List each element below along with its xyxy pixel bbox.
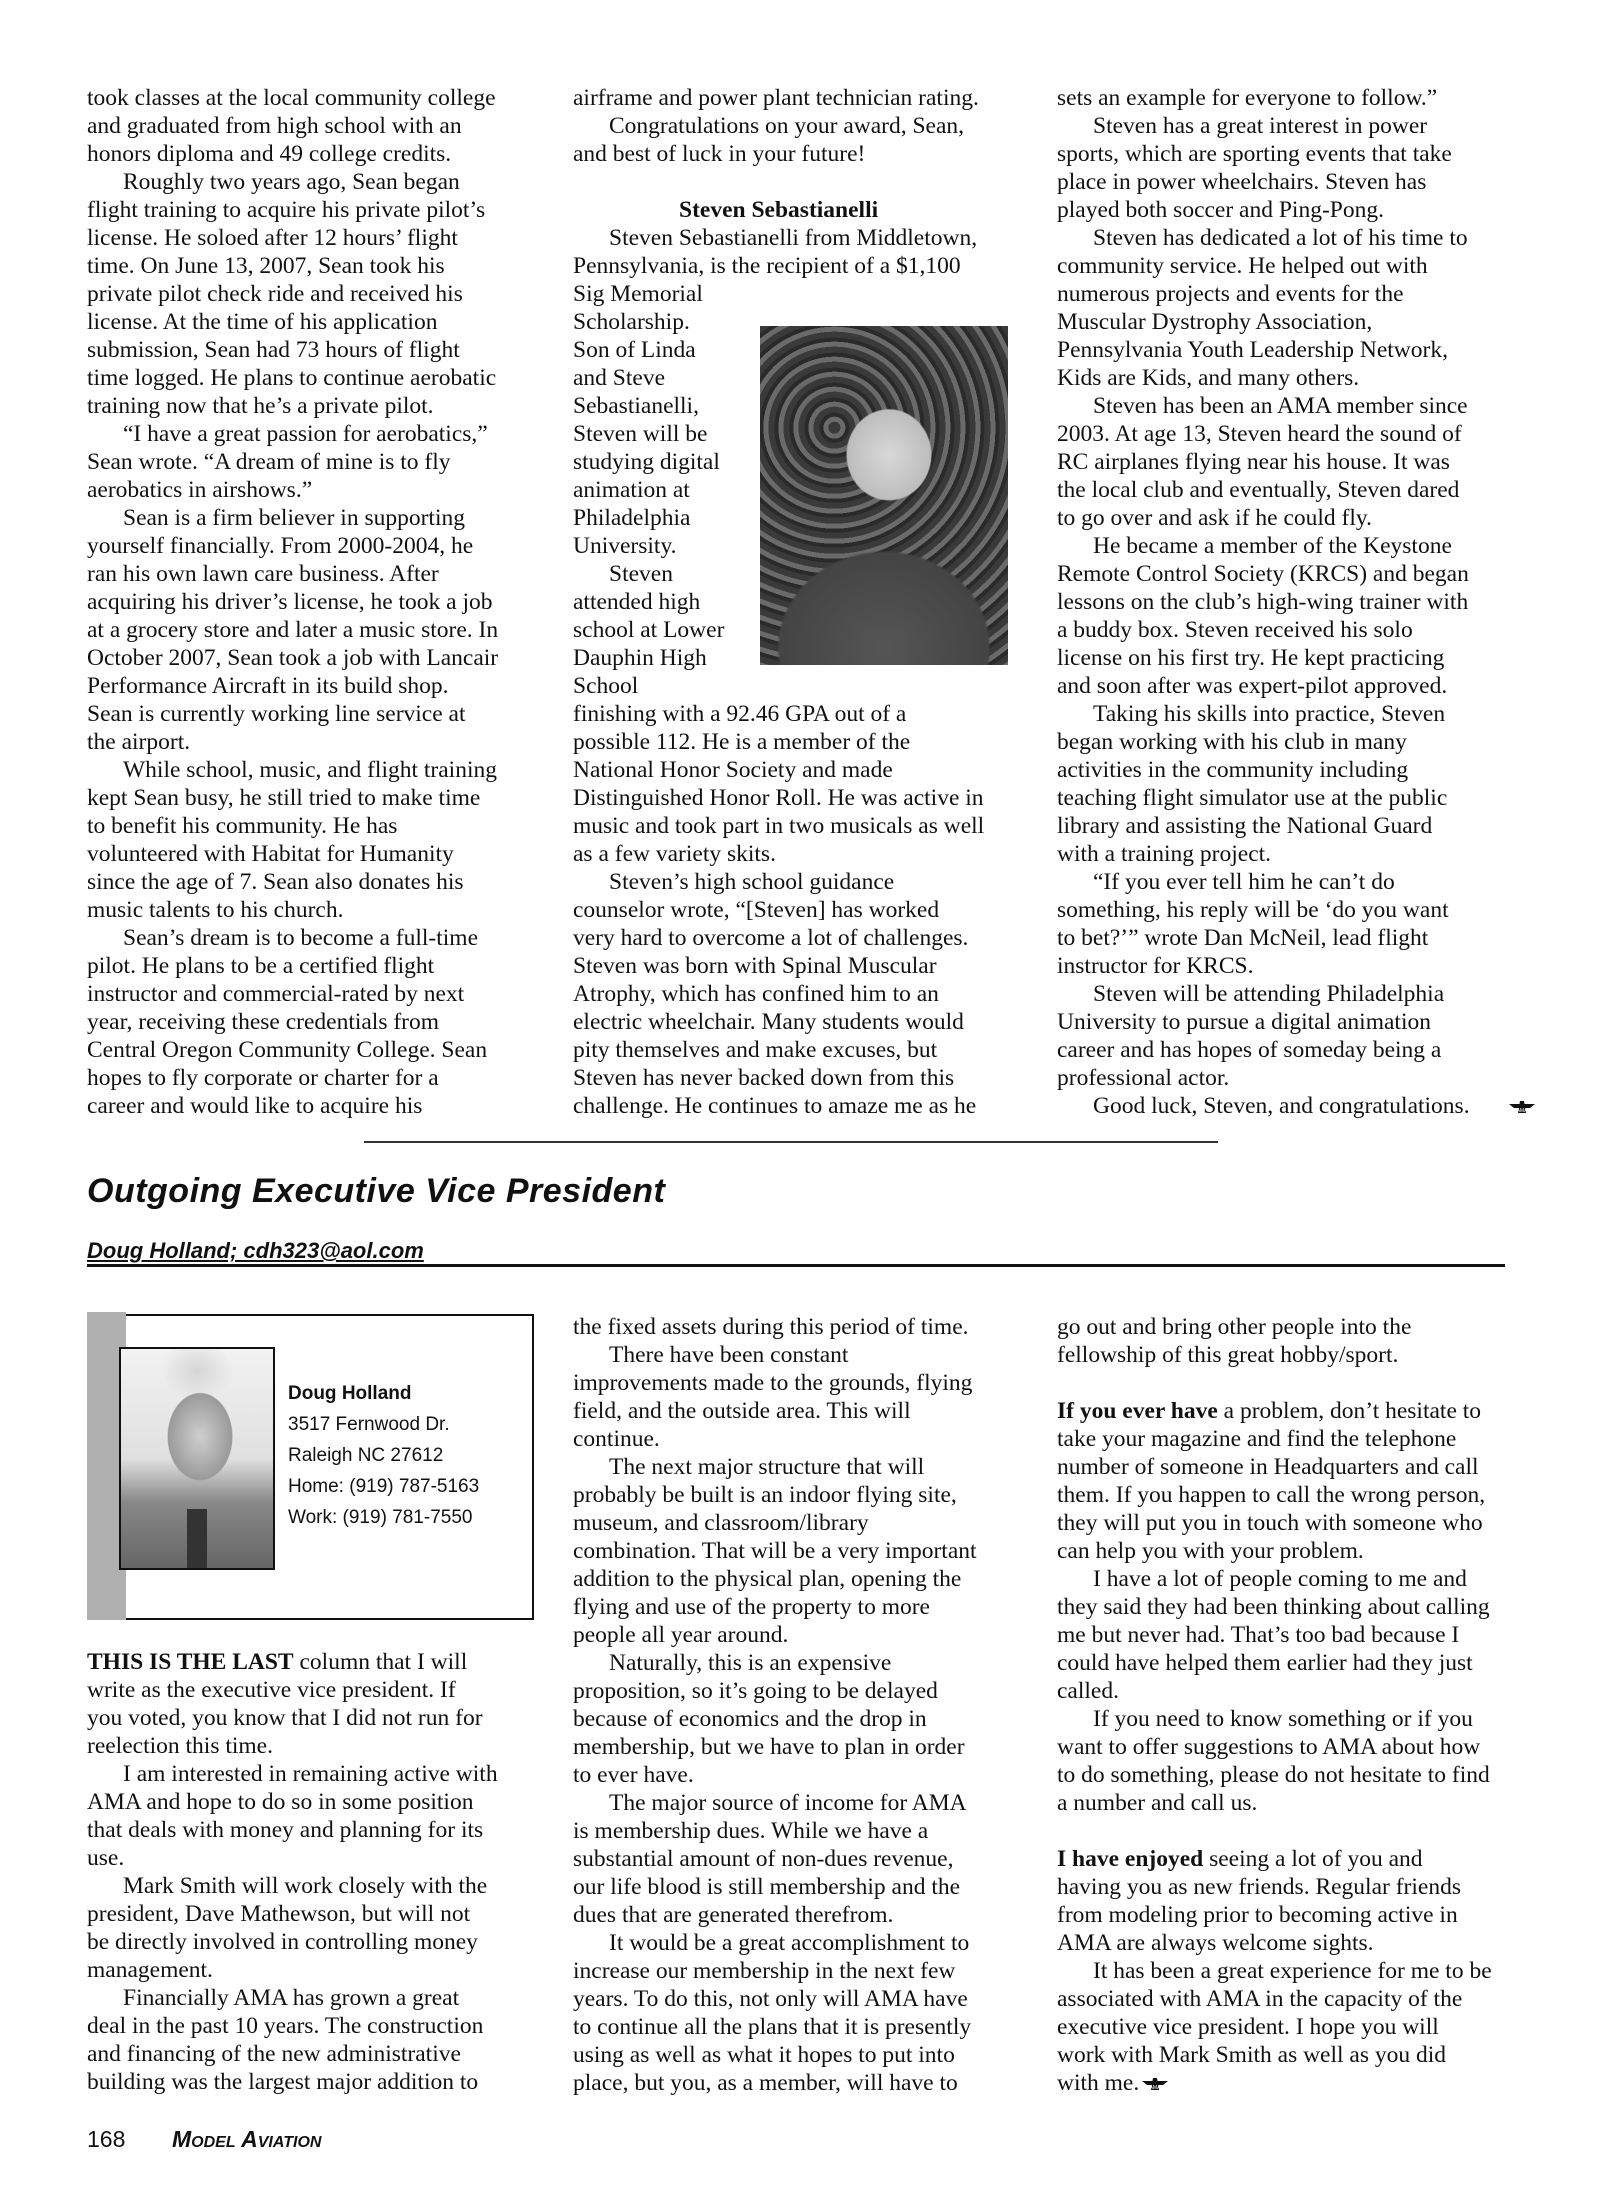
text-line: ran his own lawn care business. After: [87, 561, 439, 587]
line-text: Good luck, Steven, and congratulations.: [1093, 1093, 1470, 1119]
text-line: honors diploma and 49 college credits.: [87, 141, 452, 167]
line-text: Sean’s dream is to become a full-time: [123, 925, 479, 951]
text-line: time. On June 13, 2007, Sean took his: [87, 253, 445, 279]
text-line: license. He soloed after 12 hours’ flight: [87, 225, 458, 251]
text-line: 2003. At age 13, Steven heard the sound of: [1057, 421, 1462, 447]
svg-text:AMA: AMA: [1149, 2085, 1161, 2091]
text-line: airframe and power plant technician rating.: [573, 85, 979, 111]
text-line: and soon after was expert-pilot approved.: [1057, 673, 1448, 699]
text-line: [573, 1453, 977, 1481]
text-line: [1057, 112, 1500, 140]
text-line: to bet?’” wrote Dan McNeil, lead flight: [1057, 925, 1429, 951]
text-line: and best of luck in your future!: [573, 141, 866, 167]
text-line: from modeling prior to becoming active in: [1057, 1902, 1458, 1928]
text-line: membership, but we have to plan in order: [573, 1734, 965, 1760]
contact-home-phone: Home: (919) 787-5163: [288, 1476, 480, 1497]
text-line: Sig Memorial: [573, 281, 703, 307]
line-text: “If you ever tell him he can’t do: [1093, 869, 1395, 895]
text-line: to ever have.: [573, 1762, 694, 1788]
text-line: [1057, 392, 1500, 420]
text-line: because of economics and the drop in: [573, 1706, 927, 1732]
line-text: It has been a great experience for me to be: [1093, 1958, 1492, 1984]
line-text: While school, music, and flight training: [123, 757, 497, 783]
bottom-column-1: [87, 1648, 498, 2096]
line-text: The next major structure that will: [609, 1454, 925, 1480]
text-line: Steven has never backed down from this: [573, 1065, 955, 1091]
text-line: sets an example for everyone to follow.”: [1057, 85, 1438, 111]
text-line: executive vice president. I hope you will: [1057, 2014, 1439, 2040]
text-line: began working with his club in many: [1057, 729, 1407, 755]
text-line: October 2007, Sean took a job with Lancair: [87, 645, 499, 671]
text-line: and Steve: [573, 365, 666, 391]
text-line: Pennsylvania, is the recipient of a $1,100: [573, 253, 961, 279]
text-line: [1057, 1845, 1492, 1873]
text-line: [1057, 1092, 1527, 1120]
text-line: museum, and classroom/library: [573, 1510, 869, 1536]
text-line: associated with AMA in the capacity of the: [1057, 1986, 1463, 2012]
text-line: yourself financially. From 2000-2004, he: [87, 533, 474, 559]
line-text: Steven has dedicated a lot of his time to: [1093, 225, 1468, 251]
text-line: years. To do this, not only will AMA have: [573, 1986, 968, 2012]
text-line: a buddy box. Steven received his solo: [1057, 617, 1413, 643]
line-text: Steven’s high school guidance: [609, 869, 895, 895]
text-line: hopes to fly corporate or charter for a: [87, 1065, 439, 1091]
text-line: [87, 1760, 498, 1788]
text-line: counselor wrote, “[Steven] has worked: [573, 897, 940, 923]
text-line: place, but you, as a member, will have to: [573, 2070, 958, 2096]
text-line: and financing of the new administrative: [87, 2041, 461, 2067]
text-line: AMA and hope to do so in some position: [87, 1789, 474, 1815]
text-line: Steven was born with Spinal Muscular: [573, 953, 937, 979]
ama-logo-icon: [1141, 2071, 1169, 2091]
text-line: Distinguished Honor Roll. He was active in: [573, 785, 984, 811]
text-line: [573, 1649, 977, 1677]
text-line: Sebastianelli,: [573, 393, 699, 419]
text-line: Sean wrote. “A dream of mine is to fly: [87, 449, 451, 475]
text-line: [87, 924, 498, 952]
text-line: since the age of 7. Sean also donates his: [87, 869, 464, 895]
text-line: Kids are Kids, and many others.: [1057, 365, 1360, 391]
text-line: instructor for KRCS.: [1057, 953, 1254, 979]
text-line: at a grocery store and later a music store. In: [87, 617, 499, 643]
text-line: proposition, so it’s going to be delayed: [573, 1678, 938, 1704]
top-column-1: [87, 84, 498, 1120]
text-line: people all year around.: [573, 1622, 789, 1648]
magazine-name: Model Aviation: [172, 2126, 322, 2152]
line-text: Steven has been an AMA member since: [1093, 393, 1468, 419]
text-line: continue.: [573, 1426, 660, 1452]
text-line: write as the executive vice president. If: [87, 1677, 456, 1703]
contact-work-phone: Work: (919) 781-7550: [288, 1507, 473, 1528]
text-line: challenge. He continues to amaze me as he: [573, 1093, 977, 1119]
text-line: sports, which are sporting events that take: [1057, 141, 1452, 167]
text-line: and graduated from high school with an: [87, 113, 462, 139]
text-line: University to pursue a digital animation: [1057, 1009, 1431, 1035]
text-line: Performance Aircraft in its build shop.: [87, 673, 449, 699]
text-line: Sean is currently working line service at: [87, 701, 466, 727]
text-line: improvements made to the grounds, flying: [573, 1370, 973, 1396]
text-line: called.: [1057, 1678, 1119, 1704]
text-line: increase our membership in the next few: [573, 1958, 956, 1984]
text-line: [573, 168, 984, 196]
text-line: with a training project.: [1057, 841, 1272, 867]
text-line: [1057, 1397, 1492, 1425]
bottom-column-3: [1057, 1313, 1492, 2097]
line-text: Mark Smith will work closely with the: [123, 1873, 488, 1899]
line-text: with me.: [1057, 2070, 1140, 2096]
text-line: School: [573, 673, 639, 699]
line-text: If you need to know something or if you: [1093, 1706, 1473, 1732]
text-line: numerous projects and events for the: [1057, 281, 1404, 307]
text-line: substantial amount of non-dues revenue,: [573, 1846, 954, 1872]
text-line: me but never had. That’s too bad because I: [1057, 1622, 1460, 1648]
text-line: flight training to acquire his private pilot’s: [87, 197, 486, 223]
text-line: instructor and commercial-rated by next: [87, 981, 465, 1007]
text-line: [1057, 868, 1500, 896]
text-line: management.: [87, 1957, 213, 1983]
line-text: Naturally, this is an expensive: [609, 1650, 892, 1676]
line-text: seeing a lot of you and: [1203, 1846, 1423, 1872]
bold-lead-in: If you ever have: [1057, 1398, 1218, 1424]
text-line: AMA are always welcome sights.: [1057, 1930, 1374, 1956]
text-line: music and took part in two musicals as well: [573, 813, 985, 839]
text-line: community service. He helped out with: [1057, 253, 1428, 279]
text-line: Scholarship.: [573, 309, 690, 335]
text-line: [573, 868, 984, 896]
text-line: to go over and ask if he could fly.: [1057, 505, 1372, 531]
text-line: played both soccer and Ping-Pong.: [1057, 197, 1384, 223]
text-line: acquiring his driver’s license, he took a job: [87, 589, 493, 615]
text-line: the airport.: [87, 729, 191, 755]
text-line: they said they had been thinking about calling: [1057, 1594, 1490, 1620]
line-text: There have been constant: [609, 1342, 849, 1368]
text-line: [87, 1648, 498, 1676]
line-text: Congratulations on your award, Sean,: [609, 113, 965, 139]
text-line: having you as new friends. Regular friends: [1057, 1874, 1461, 1900]
page-number: 168: [87, 2126, 126, 2152]
text-line: place in power wheelchairs. Steven has: [1057, 169, 1427, 195]
bold-lead-in: I have enjoyed: [1057, 1846, 1204, 1872]
byline-rule: [87, 1264, 1505, 1267]
text-line: be directly involved in controlling money: [87, 1929, 478, 1955]
bottom-column-2: [573, 1313, 977, 2097]
doug-holland-photo: [119, 1347, 275, 1570]
line-text: The major source of income for AMA: [609, 1790, 967, 1816]
text-line: deal in the past 10 years. The construction: [87, 2013, 484, 2039]
text-line: [1057, 224, 1500, 252]
text-line: to continue all the plans that it is presently: [573, 2014, 972, 2040]
text-line: field, and the outside area. This will: [573, 1398, 911, 1424]
text-line: flying and use of the property to more: [573, 1594, 930, 1620]
text-line: Son of Linda: [573, 337, 696, 363]
contact-name: Doug Holland: [288, 1383, 412, 1404]
text-line: [573, 224, 984, 252]
line-text: Financially AMA has grown a great: [123, 1985, 460, 2011]
text-line: animation at: [573, 477, 690, 503]
text-line: professional actor.: [1057, 1065, 1230, 1091]
text-line: addition to the physical plan, opening the: [573, 1566, 962, 1592]
text-line: possible 112. He is a member of the: [573, 729, 911, 755]
text-line: Steven will be: [573, 421, 708, 447]
text-line: pilot. He plans to be a certified flight: [87, 953, 435, 979]
text-line: library and assisting the National Guard: [1057, 813, 1433, 839]
text-line: lessons on the club’s high-wing trainer with: [1057, 589, 1469, 615]
text-line: [87, 504, 498, 532]
text-line: University.: [573, 533, 677, 559]
text-line: that deals with money and planning for its: [87, 1817, 484, 1843]
line-text: Steven Sebastianelli: [679, 197, 879, 223]
text-line: [1057, 1817, 1492, 1845]
tie-shape: [187, 1509, 207, 1568]
line-text: Roughly two years ago, Sean began: [123, 169, 460, 195]
line-text: Steven has a great interest in power: [1093, 113, 1428, 139]
text-line: our life blood is still membership and the: [573, 1874, 961, 1900]
text-line: [1057, 1705, 1492, 1733]
article-byline: Doug Holland; cdh323@aol.com: [87, 1238, 424, 1263]
text-line: electric wheelchair. Many students would: [573, 1009, 964, 1035]
text-line: [87, 420, 498, 448]
text-line: [1057, 1957, 1492, 1985]
text-line: kept Sean busy, he still tried to make time: [87, 785, 481, 811]
text-line: dues that are generated therefrom.: [573, 1902, 894, 1928]
text-line: RC airplanes flying near his house. It was: [1057, 449, 1450, 475]
contact-address: 3517 Fernwood Dr.: [288, 1414, 450, 1435]
text-line: National Honor Society and made: [573, 757, 893, 783]
text-line: took classes at the local community college: [87, 85, 496, 111]
text-line: is membership dues. While we have a: [573, 1818, 929, 1844]
text-line: use.: [87, 1845, 125, 1871]
text-line: using as well as what it hopes to put into: [573, 2042, 955, 2068]
text-line: [1057, 980, 1500, 1008]
section-divider: [364, 1141, 1218, 1143]
text-line: school at Lower: [573, 617, 725, 643]
text-line: Remote Control Society (KRCS) and began: [1057, 561, 1469, 587]
text-line: career and has hopes of someday being a: [1057, 1037, 1442, 1063]
line-text: It would be a great accomplishment to: [609, 1930, 970, 1956]
text-line: [573, 1789, 977, 1817]
text-line: to do something, please do not hesitate to find: [1057, 1762, 1490, 1788]
text-line: they will put you in touch with someone who: [1057, 1510, 1483, 1536]
text-line: Muscular Dystrophy Association,: [1057, 309, 1373, 335]
text-line: activities in the community including: [1057, 757, 1409, 783]
line-text: I have a lot of people coming to me and: [1093, 1566, 1467, 1592]
text-line: volunteered with Habitat for Humanity: [87, 841, 454, 867]
text-line: take your magazine and find the telephone: [1057, 1426, 1457, 1452]
text-line: the local club and eventually, Steven dared: [1057, 477, 1460, 503]
text-line: [1057, 532, 1500, 560]
text-line: reelection this time.: [87, 1733, 273, 1759]
text-line: attended high: [573, 589, 701, 615]
text-line: finishing with a 92.46 GPA out of a: [573, 701, 907, 727]
text-line: [573, 1341, 977, 1369]
text-line: Dauphin High: [573, 645, 707, 671]
line-text: Steven will be attending Philadelphia: [1093, 981, 1445, 1007]
text-line: [87, 756, 498, 784]
ama-logo-icon: [1472, 1094, 1527, 1114]
text-line: [87, 1872, 498, 1900]
text-line: something, his reply will be ‘do you want: [1057, 897, 1449, 923]
subheading: [573, 196, 984, 224]
text-line: aerobatics in airshows.”: [87, 477, 313, 503]
contact-city: Raleigh NC 27612: [288, 1445, 444, 1466]
svg-text:AMA: AMA: [1516, 1108, 1527, 1114]
line-text: Steven Sebastianelli from Middletown,: [609, 225, 978, 251]
text-line: president, Dave Mathewson, but will not: [87, 1901, 471, 1927]
text-line: work with Mark Smith as well as you did: [1057, 2042, 1447, 2068]
text-line: submission, Sean had 73 hours of flight: [87, 337, 460, 363]
text-line: a number and call us.: [1057, 1790, 1258, 1816]
text-line: can help you with your problem.: [1057, 1538, 1364, 1564]
text-line: career and would like to acquire his: [87, 1093, 423, 1119]
steven-sebastianelli-photo: [760, 326, 1008, 665]
line-text: He became a member of the Keystone: [1093, 533, 1452, 559]
text-line: training now that he’s a private pilot.: [87, 393, 434, 419]
text-line: teaching flight simulator use at the public: [1057, 785, 1448, 811]
text-line: as a few variety skits.: [573, 841, 776, 867]
text-line: you voted, you know that I did not run for: [87, 1705, 483, 1731]
text-line: want to offer suggestions to AMA about how: [1057, 1734, 1481, 1760]
text-line: [1057, 700, 1500, 728]
text-line: private pilot check ride and received his: [87, 281, 463, 307]
text-line: the fixed assets during this period of time.: [573, 1314, 969, 1340]
line-text: Sean is a firm believer in supporting: [123, 505, 465, 531]
text-line: number of someone in Headquarters and call: [1057, 1454, 1479, 1480]
line-text: Steven: [609, 561, 673, 587]
text-line: time logged. He plans to continue aerobatic: [87, 365, 497, 391]
text-line: [573, 1929, 977, 1957]
text-line: [1057, 1565, 1492, 1593]
text-line: could have helped them earlier had they just: [1057, 1650, 1473, 1676]
text-line: fellowship of this great hobby/sport.: [1057, 1342, 1399, 1368]
line-text: Taking his skills into practice, Steven: [1093, 701, 1446, 727]
text-line: [573, 112, 984, 140]
text-line: year, receiving these credentials from: [87, 1009, 440, 1035]
line-text: a problem, don’t hesitate to: [1217, 1398, 1482, 1424]
text-line: [1057, 2069, 1492, 2097]
contact-info: [288, 1378, 479, 1533]
line-text: I am interested in remaining active with: [123, 1761, 498, 1787]
text-line: pity themselves and make excuses, but: [573, 1037, 938, 1063]
line-text: “I have a great passion for aerobatics,”: [123, 421, 488, 447]
text-line: Pennsylvania Youth Leadership Network,: [1057, 337, 1448, 363]
text-line: license. At the time of his application: [87, 309, 438, 335]
text-line: license on his first try. He kept practicing: [1057, 645, 1445, 671]
text-line: very hard to overcome a lot of challenges.: [573, 925, 969, 951]
text-line: [87, 168, 498, 196]
line-text: column that I will: [293, 1649, 468, 1675]
top-column-3: [1057, 84, 1527, 1120]
text-line: them. If you happen to call the wrong person,: [1057, 1482, 1486, 1508]
text-line: Atrophy, which has confined him to an: [573, 981, 939, 1007]
text-line: combination. That will be a very important: [573, 1538, 977, 1564]
text-line: music talents to his church.: [87, 897, 344, 923]
text-line: to benefit his community. He has: [87, 813, 398, 839]
article-title: Outgoing Executive Vice President: [87, 1172, 666, 1210]
text-line: [87, 1984, 498, 2012]
bold-lead-in: THIS IS THE LAST: [87, 1649, 294, 1675]
text-line: [1057, 1369, 1492, 1397]
text-line: studying digital: [573, 449, 720, 475]
text-line: building was the largest major addition to: [87, 2069, 479, 2095]
text-line: go out and bring other people into the: [1057, 1314, 1412, 1340]
text-line: probably be built is an indoor flying site,: [573, 1482, 957, 1508]
text-line: Philadelphia: [573, 505, 691, 531]
text-line: Central Oregon Community College. Sean: [87, 1037, 488, 1063]
